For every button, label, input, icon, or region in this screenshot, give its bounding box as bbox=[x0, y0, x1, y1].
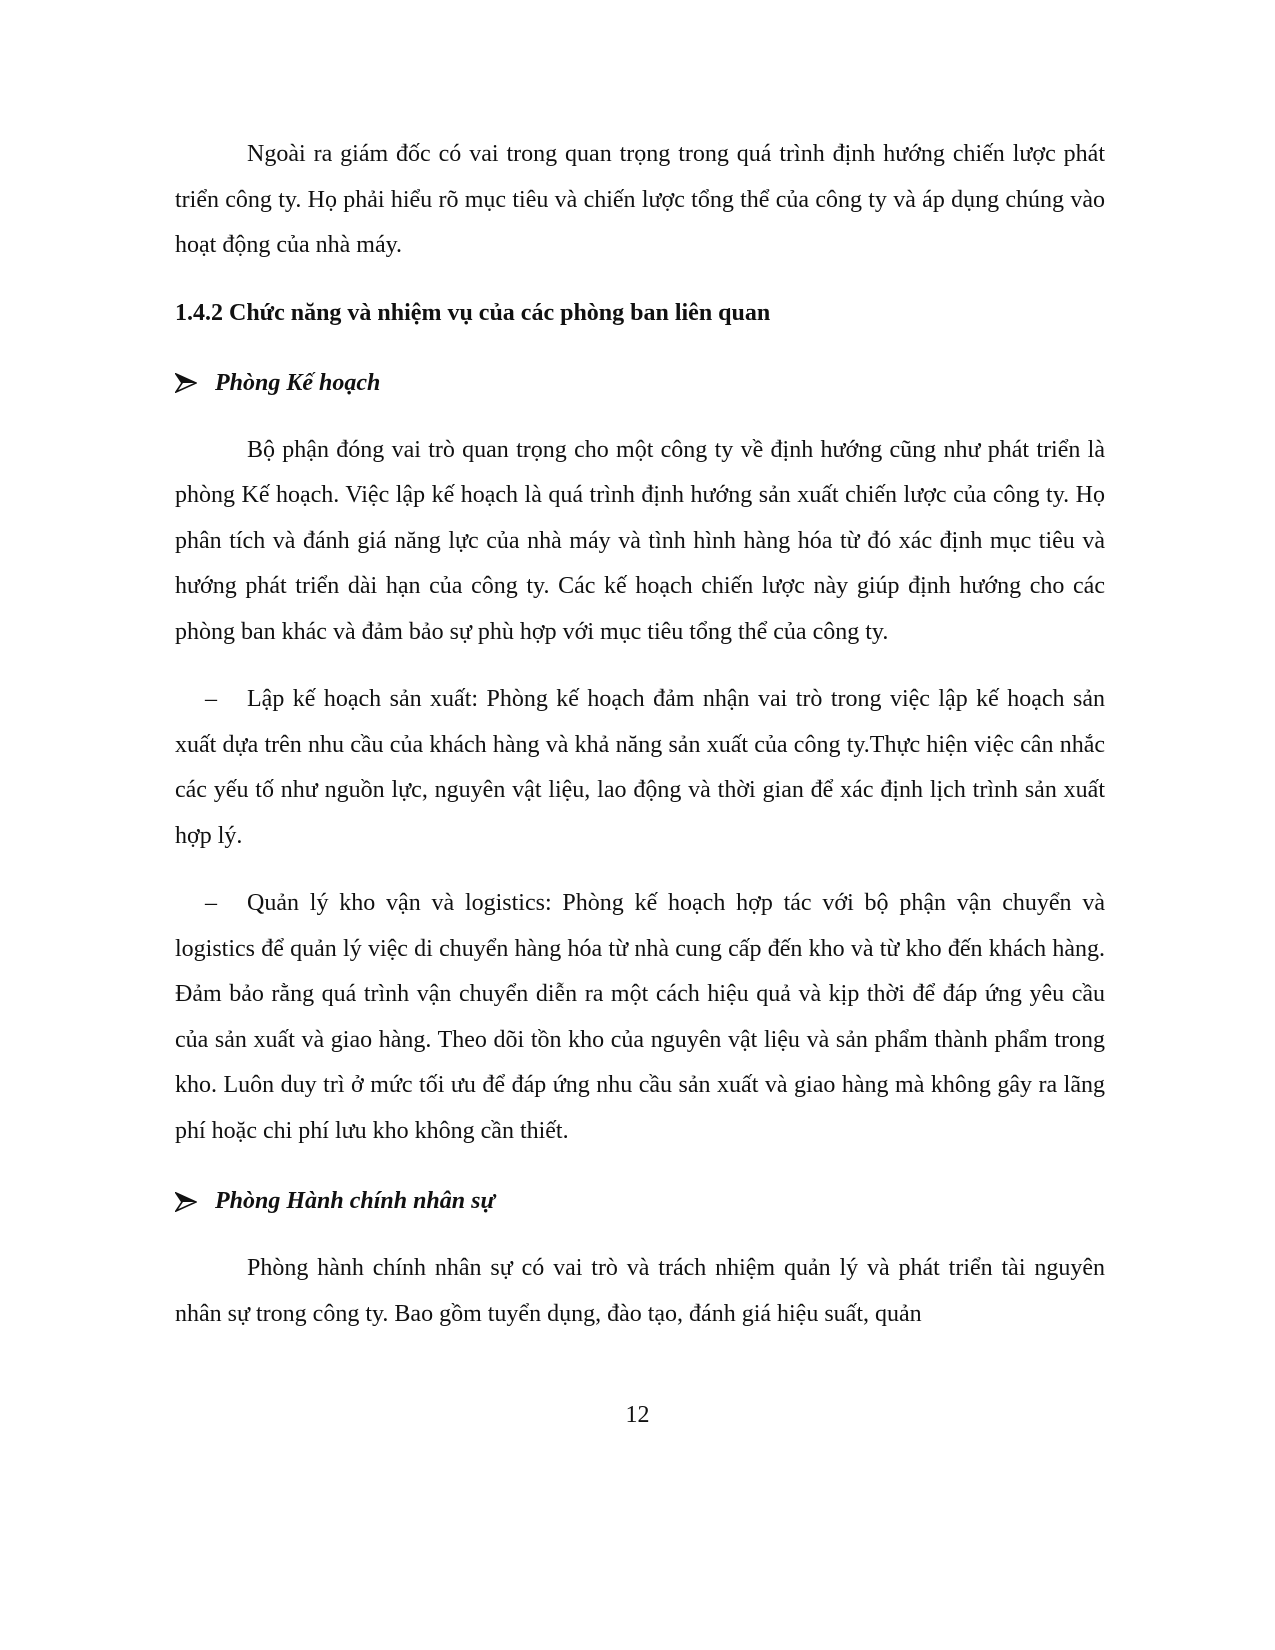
page-number: 12 bbox=[625, 1402, 650, 1428]
section-title-ke-hoach bbox=[175, 361, 1105, 406]
intro-paragraph: Ngoài ra giám đốc có vai trong quan trọng trong quá trình định hướng chiến lược phát triển công ty. Họ phải hiểu rõ mục tiêu và chiến lược tổng thể của công ty và áp dụng chúng vào hoạt động của nhà máy. bbox=[175, 141, 1105, 258]
hanh-chinh-paragraph: Phòng hành chính nhân sự có vai trò và trách nhiệm quản lý và phát triển tài nguyên nhân sự trong công ty. Bao gồm tuyển dụng, đào tạo, đánh giá hiệu suất, quản bbox=[175, 1255, 1105, 1327]
section-title-text: Phòng Hành chính nhân sự bbox=[215, 1188, 495, 1214]
arrow-bullet-icon bbox=[175, 1191, 215, 1213]
dash-marker: – bbox=[205, 890, 217, 916]
bullet-text: Lập kế hoạch sản xuất: Phòng kế hoạch đảm nhận vai trò trong việc lập kế hoạch sản xuất dựa trên nhu cầu của khách hàng và khả năng sản xuất của công ty.Thực hiện việc cân nhắc các yếu tố như nguồn lực, nguyên vật liệu, lao động và thời gian để xác định lịch trình sản xuất hợp lý. bbox=[175, 686, 1105, 849]
arrow-bullet-icon bbox=[175, 372, 215, 394]
ke-hoach-paragraph: Bộ phận đóng vai trò quan trọng cho một công ty về định hướng cũng như phát triển là phòng Kế hoạch. Việc lập kế hoạch là quá trình định hướng sản xuất chiến lược của công ty. Họ phân tích và đánh giá năng lực của nhà máy và tình hình hàng hóa từ đó xác định mục tiêu và hướng phát triển dài hạn của công ty. Các kế hoạch chiến lược này giúp định hướng cho các phòng ban khác và đảm bảo sự phù hợp với mục tiêu tổng thể của công ty. bbox=[175, 436, 1105, 645]
bullet-item bbox=[175, 881, 1105, 1154]
section-heading: 1.4.2 Chức năng và nhiệm vụ của các phòng ban liên quan bbox=[175, 299, 771, 326]
section-title-hanh-chinh bbox=[175, 1179, 1105, 1224]
dash-marker: – bbox=[205, 686, 217, 712]
bullet-text: Quản lý kho vận và logistics: Phòng kế hoạch hợp tác với bộ phận vận chuyển và logistics để quản lý việc di chuyển hàng hóa từ nhà cung cấp đến kho và từ kho đến khách hàng. Đảm bảo rằng quá trình vận chuyển diễn ra một cách hiệu quả và kịp thời để đáp ứng yêu cầu của sản xuất và giao hàng. Theo dõi tồn kho của nguyên vật liệu và sản phẩm thành phẩm trong kho. Luôn duy trì ở mức tối ưu để đáp ứng nhu cầu sản xuất và giao hàng mà không gây ra lãng phí hoặc chi phí lưu kho không cần thiết. bbox=[175, 890, 1105, 1144]
section-title-text: Phòng Kế hoạch bbox=[215, 369, 381, 396]
bullet-item bbox=[175, 677, 1105, 859]
document-page bbox=[175, 132, 1105, 1337]
